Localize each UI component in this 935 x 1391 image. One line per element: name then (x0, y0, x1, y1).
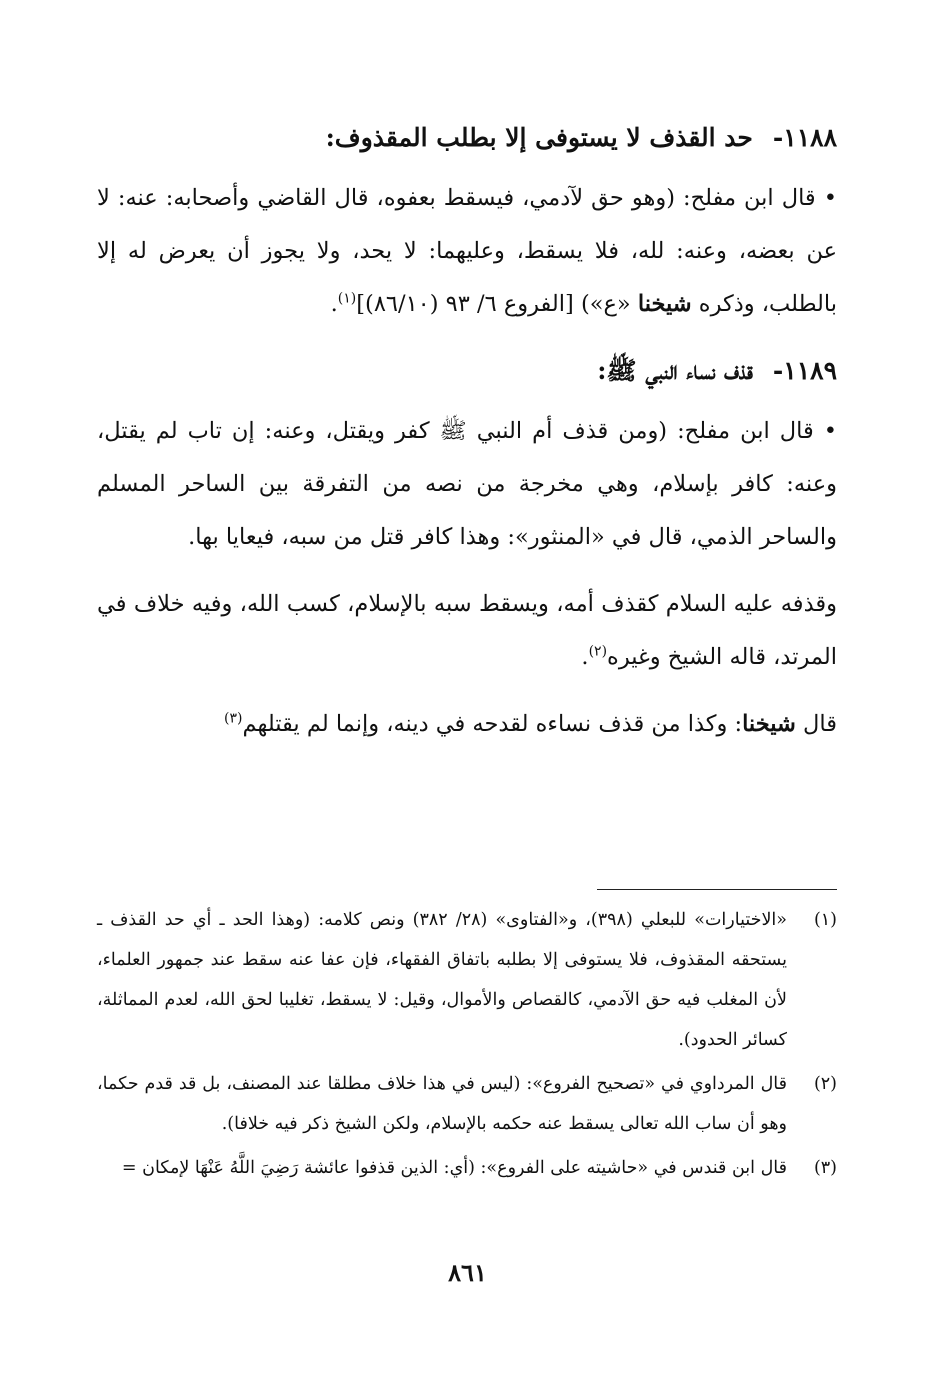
section-number: ١١٨٩- (772, 356, 837, 385)
footnotes (97, 900, 837, 1192)
paragraph-text: • قال ابن مفلح: (وهو حق لآدمي، فيسقط بعفوه، قال القاضي وأصحابه: عنه: لا عن بعضه، وعنه: لله، فلا يسقط، وعليهما: لا يحد، ولا يجوز أن يعرض له إلا بالطلب، وذكره (97, 185, 837, 317)
paragraph (97, 578, 837, 684)
main-text (97, 112, 837, 765)
section-title: حد القذف لا يستوفى إلا بطلب المقذوف: (325, 123, 753, 152)
footnote (97, 1148, 837, 1188)
paragraph-text: وقذفه عليه السلام كقذف أمه، ويسقط سبه بالإسلام، كسب الله، وفيه خلاف في المرتد، قاله الشيخ وغيره (97, 591, 837, 670)
paragraph (97, 172, 837, 331)
paragraph-text: قال (795, 711, 837, 737)
paragraph-end: . (330, 291, 338, 317)
paragraph: • قال ابن مفلح: (ومن قذف أم النبي ﷺ كفر ويقتل، وعنه: إن تاب لم يقتل، وعنه: كافر بإسلام، وهي مخرجة من نصه من التفرقة بين الساحر المسلم والساحر الذمي، قال في «المنثور»: وهذا كافر قتل من سبه، فيعايا بها. (97, 418, 837, 550)
footnote-number: (٣) (813, 1158, 837, 1178)
section-heading-1188 (97, 112, 837, 164)
footnote-number: (٢) (813, 1074, 837, 1094)
section-title: قذف نساء النبي ﷺ: (597, 356, 753, 385)
bold-term: شيخنا (637, 291, 692, 317)
footnote-reference[interactable]: (٢) (588, 643, 608, 660)
page-number: ٨٦١ (448, 1258, 487, 1287)
footnote-text: «الاختيارات» للبعلي (٣٩٨)، و«الفتاوى» (٢٨/ ٣٨٢) ونص كلامه: (وهذا الحد ـ أي حد القذف ـ يستحقه المقذوف، فلا يستوفى إلا بطلبه باتفاق الفقهاء، فإن عفا عنه سقط عند جمهور العلماء، لأن المغلب فيه حق الآدمي، كالقصاص والأموال، وقيل: لا يسقط، تغليبا لحق الله، لعدم المماثلة، كسائر الحدود). (97, 910, 787, 1050)
paragraph-text: «ع») [الفروع ٦/ ٩٣ (٨٦/١٠)] (356, 291, 638, 317)
footnote (97, 1064, 837, 1144)
bold-term: شيخنا (742, 711, 796, 737)
paragraph-end: . (581, 644, 589, 670)
footnote-reference[interactable]: (١) (337, 290, 357, 307)
section-number: ١١٨٨- (772, 123, 837, 152)
section-heading-1189 (97, 345, 837, 397)
paragraph-text: : وكذا من قذف نساءه لقدحه في دينه، وإنما لم يقتلهم (242, 711, 743, 737)
footnote (97, 900, 837, 1060)
footnote-divider (597, 889, 837, 890)
paragraph (97, 698, 837, 751)
footnote-text: قال ابن قندس في «حاشيته على الفروع»: (أي: الذين قذفوا عائشة رَضِيَ اللَّهُ عَنْهَا لإمكان = (121, 1158, 787, 1178)
footnote-number: (١) (813, 910, 837, 930)
footnote-reference[interactable]: (٣) (224, 710, 243, 727)
footnote-text: قال المرداوي في «تصحيح الفروع»: (ليس في هذا خلاف مطلقا عند المصنف، بل قد قدم حكما، وهو أن ساب الله تعالى يسقط عنه حكمه بالإسلام، ولكن الشيخ ذكر فيه خلافا). (97, 1074, 787, 1134)
